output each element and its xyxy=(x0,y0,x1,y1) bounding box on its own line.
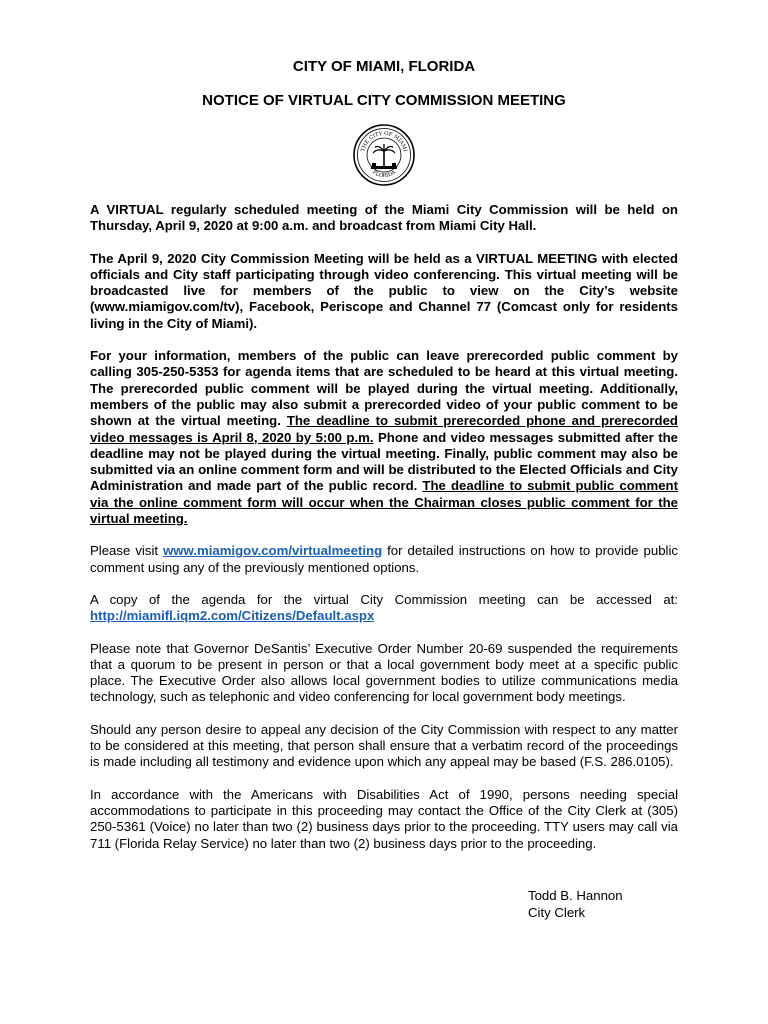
agenda-paragraph xyxy=(90,592,678,625)
svg-text:THE CITY OF MIAMI: THE CITY OF MIAMI xyxy=(360,130,408,153)
signer-name: Todd B. Hannon xyxy=(528,888,623,903)
page-title: CITY OF MIAMI, FLORIDA xyxy=(292,58,476,75)
signer-role: City Clerk xyxy=(528,905,586,920)
public-comment-text-b: Phone and video messages submitted after the deadline may not be played during the virtual meeting. Finally, public comment may also be submitted via an online comment form and will be distributed to the Elected Officials and City Administration and made part of the public record. xyxy=(90,429,678,494)
executive-order-paragraph: Please note that Governor DeSantis’ Executive Order Number 20-69 suspended the requirements that a quorum to be present in person or that a local government body meet at a specific public place. The Executive Order also allows local government bodies to utilize communications media technology, such as telephonic and video conferencing for local government body meetings. xyxy=(90,640,678,705)
page-subtitle: NOTICE OF VIRTUAL CITY COMMISSION MEETING xyxy=(202,92,566,109)
signature-block xyxy=(528,887,623,921)
notice-body xyxy=(90,202,678,868)
agenda-text: A copy of the agenda for the virtual City Commission meeting can be accessed at: xyxy=(90,591,678,607)
instructions-paragraph xyxy=(90,543,678,576)
virtual-meeting-link[interactable]: www.miamigov.com/virtualmeeting xyxy=(163,543,383,559)
public-comment-text-a: For your information, members of the public can leave prerecorded public comment by calling 305-250-5353 for agenda items that are scheduled to be heard at this virtual meeting. The prerecorded public comment will be played during the virtual meeting. Additionally, members of the public may also submit a prerecorded video of your public comment to be shown at the virtual meeting. xyxy=(90,348,678,429)
agenda-link[interactable]: http://miamifl.iqm2.com/Citizens/Default.aspx xyxy=(90,608,375,624)
public-comment-paragraph xyxy=(90,348,678,527)
meeting-announcement: A VIRTUAL regularly scheduled meeting of the Miami City Commission will be held on Thursday, April 9, 2020 at 9:00 a.m. and broadcast from Miami City Hall. xyxy=(90,202,678,234)
ada-paragraph: In accordance with the Americans with Disabilities Act of 1990, persons needing special accommodations to participate in this proceeding may contact the Office of the City Clerk at (305) 250-5361 (Voice) no later than two (2) business days prior to the proceeding. TTY users may call via 711 (Florida Relay Service) no later than two (2) business days prior to the proceeding. xyxy=(90,786,678,851)
online-form-deadline: The deadline to submit public comment via the online comment form will occur when the Chairman closes public comment for the virtual meeting. xyxy=(90,478,678,527)
city-seal-logo xyxy=(352,123,416,187)
svg-text:FLORIDA: FLORIDA xyxy=(371,169,397,180)
appeal-paragraph: Should any person desire to appeal any decision of the City Commission with respect to any matter to be considered at this meeting, that person shall ensure that a verbatim record of the proceedings is made including all testimony and evidence upon which any appeal may be based (F.S. 286.0105). xyxy=(90,721,678,770)
instructions-pre: Please visit xyxy=(90,543,164,559)
phone-video-deadline: The deadline to submit prerecorded phone and prerecorded video messages is April 8, 2020 by 5:00 p.m. xyxy=(90,413,678,445)
instructions-post: for detailed instructions on how to provide public comment using any of the previously mentioned options. xyxy=(90,543,678,575)
virtual-meeting-paragraph: The April 9, 2020 City Commission Meeting will be held as a VIRTUAL MEETING with elected officials and City staff participating through video conferencing. This virtual meeting will be broadcasted live for members of the public to view on the City’s website (www.miamigov.com/tv), Facebook, Periscope and Channel 77 (Comcast only for residents living in the City of Miami). xyxy=(90,250,678,331)
